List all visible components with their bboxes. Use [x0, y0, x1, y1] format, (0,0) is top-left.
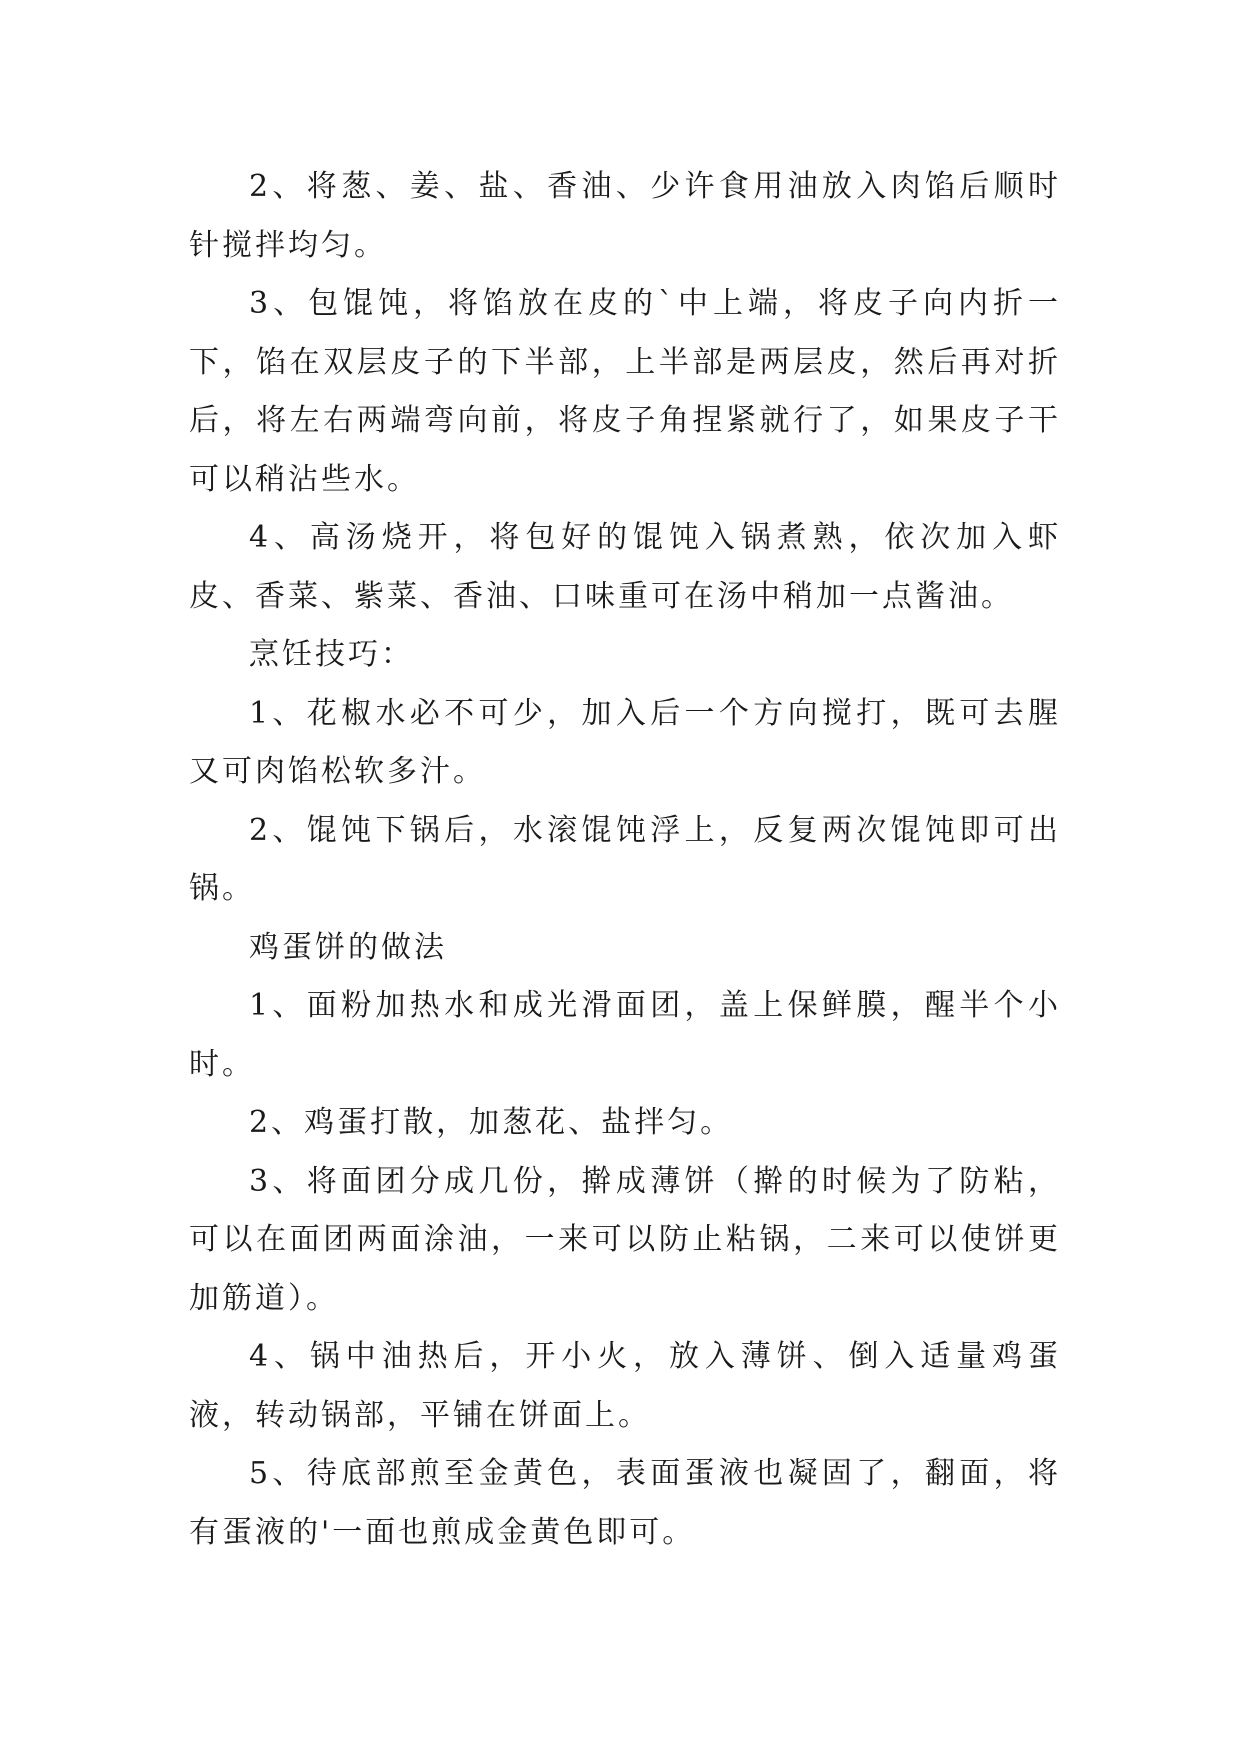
paragraph-tip-1: 1、花椒水必不可少，加入后一个方向搅打，既可去腥又可肉馅松软多汁。	[189, 695, 1061, 789]
paragraph-step-3-wrap-wontons: 3、包馄饨，将馅放在皮的`中上端，将皮子向内折一下，馅在双层皮子的下半部，上半部是两层皮，然后再对折后，将左右两端弯向前，将皮子角捏紧就行了，如果皮子干可以稍沾些水。	[189, 286, 1061, 497]
paragraph-egg-step-4: 4、锅中油热后，开小火，放入薄饼、倒入适量鸡蛋液，转动锅部，平铺在饼面上。	[189, 1339, 1061, 1433]
section-heading-egg-pancake: 鸡蛋饼的做法	[249, 929, 447, 965]
document-body	[189, 158, 1061, 1562]
section-heading-cooking-tips: 烹饪技巧：	[249, 637, 414, 672]
paragraph-egg-step-1: 1、面粉加热水和成光滑面团，盖上保鲜膜，醒半个小时。	[189, 988, 1061, 1082]
paragraph-tip-2: 2、馄饨下锅后，水滚馄饨浮上，反复两次馄饨即可出锅。	[189, 812, 1061, 906]
paragraph-step-4-cook-wontons: 4、高汤烧开，将包好的馄饨入锅煮熟，依次加入虾皮、香菜、紫菜、香油、口味重可在汤中稍加一点酱油。	[189, 520, 1061, 614]
paragraph-step-2-mix-filling: 2、将葱、姜、盐、香油、少许食用油放入肉馅后顺时针搅拌均匀。	[189, 169, 1061, 263]
paragraph-egg-step-5: 5、待底部煎至金黄色，表面蛋液也凝固了，翻面，将有蛋液的'一面也煎成金黄色即可。	[189, 1456, 1061, 1550]
paragraph-egg-step-2: 2、鸡蛋打散，加葱花、盐拌匀。	[249, 1105, 734, 1140]
paragraph-egg-step-3: 3、将面团分成几份，擀成薄饼（擀的时候为了防粘，可以在面团两面涂油，一来可以防止粘锅，二来可以使饼更加筋道）。	[189, 1163, 1061, 1316]
